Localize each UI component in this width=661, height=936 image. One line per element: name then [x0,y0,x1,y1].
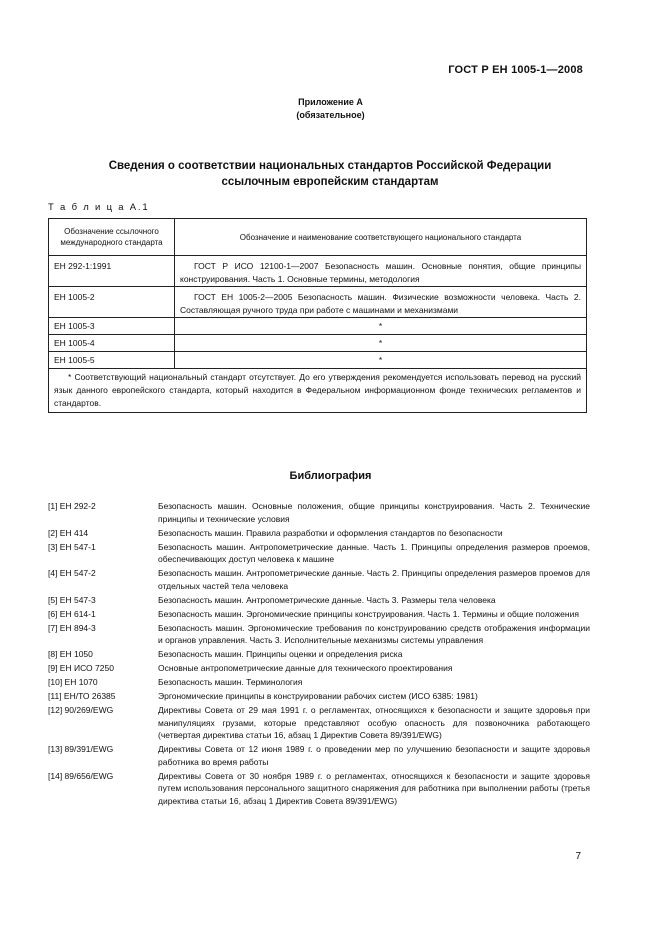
bibliography-entry [48,527,590,540]
bib-ref: [14] 89/656/EWG [48,770,114,781]
table-cell-ref: ЕН 1005-2 [49,287,175,318]
table-cell-national: * [175,318,587,335]
bib-text: Безопасность машин. Антропометрические данные. Часть 1. Принципы определения размеров проемов, обеспечивающих доступ человека к машине [158,541,590,564]
bib-text: Эргономические принципы в конструировании рабочих систем (ИСО 6385: 1981) [158,691,478,701]
bibliography-entry [48,676,590,689]
bib-ref: [7] ЕН 894-3 [48,622,96,633]
bib-ref: [3] ЕН 547-1 [48,541,96,552]
bibliography-entry [48,567,590,592]
bibliography-entry [48,500,590,525]
table-cell-national: * [175,352,587,369]
bibliography-entry [48,622,590,647]
bib-ref: [6] ЕН 614-1 [48,608,96,619]
correspondence-table [48,218,587,413]
bibliography-entry [48,608,590,621]
bib-ref: [1] ЕН 292-2 [48,501,96,511]
table-footnote: * Соответствующий национальный стандарт отсутствует. До его утверждения рекомендуется использовать перевод на русский язык данного европейского стандарта, который находится в Федеральном информационном фонде технических регламентов и стандартов. [49,369,587,413]
bib-text: Безопасность машин. Терминология [158,677,303,687]
bibliography-entry [48,704,590,742]
bib-ref: [4] ЕН 547-2 [48,568,96,578]
table-cell-national: * [175,335,587,352]
appendix-status: (обязательное) [296,110,365,120]
table-row [49,318,587,335]
appendix-title: Приложение А [298,97,363,107]
section-title-line1: Сведения о соответствии национальных стандартов Российской Федерации [108,160,552,172]
table-header-ref: Обозначение ссылочного международного стандарта [49,219,175,256]
table-row [49,256,587,287]
bib-text: Безопасность машин. Основные положения, общие принципы конструирования. Часть 2. Технические принципы и технические условия [158,501,590,524]
bib-ref: [12] 90/269/EWG [48,705,114,715]
bibliography-title: Библиография [289,470,372,482]
table-label: Т а б л и ц а А.1 [48,202,150,213]
bib-ref: [9] ЕН ИСО 7250 [48,663,114,673]
table-cell-ref: ЕН 1005-3 [49,318,175,335]
table-cell-national: ГОСТ ЕН 1005-2—2005 Безопасность машин. Физические возможности человека. Часть 2. Составляющая ручного труда при работе с машинами и механизмами [175,287,587,318]
standard-code-header: ГОСТ Р ЕН 1005-1—2008 [448,64,583,76]
table-cell-ref: ЕН 1005-4 [49,335,175,352]
table-header-national: Обозначение и наименование соответствующего национального стандарта [175,219,587,256]
bib-text: Безопасность машин. Принципы оценки и определения риска [158,649,403,659]
bibliography-entry [48,541,590,566]
section-title-line2: ссылочным европейским стандартам [221,176,439,188]
bib-text: Безопасность машин. Правила разработки и оформления стандартов по безопасности [158,527,503,538]
bib-ref: [8] ЕН 1050 [48,649,93,659]
bib-text: Безопасность машин. Эргономические принципы конструирования. Часть 1. Термины и общие положения [158,608,579,619]
page-number: 7 [575,851,581,862]
bib-text: Безопасность машин. Антропометрические данные. Часть 3. Размеры тела человека [158,594,496,605]
bibliography-entry [48,594,590,607]
bib-text: Директивы Совета от 12 июня 1989 г. о проведении мер по улучшению безопасности и защите здоровья работника во время работы [158,744,590,767]
bib-ref: [13] 89/391/EWG [48,744,114,754]
bib-text: Основные антропометрические данные для технического проектирования [158,663,453,673]
table-cell-ref: ЕН 1005-5 [49,352,175,369]
bib-text: Безопасность машин. Антропометрические данные. Часть 2. Принципы определения размеров проемов для отдельных частей тела человека [158,568,590,591]
bib-ref: [2] ЕН 414 [48,527,89,538]
bibliography-list [48,500,590,809]
bib-ref: [5] ЕН 547-3 [48,594,96,605]
table-row [49,287,587,318]
bib-text: Безопасность машин. Эргономические требования по конструированию средств отображения информации и органов управления. Часть 3. Исполнительные механизмы системы управления [158,622,590,645]
table-row [49,335,587,352]
bib-text: Директивы Совета от 30 ноября 1989 г. о регламентах, относящихся к безопасности и защите здоровья путем использования персонального защитного снаряжения для работника при выполнении работы (третья директива статьи 16, абзац 1 Директив Совета 89/391/EWG) [158,770,590,806]
section-title [60,158,600,190]
table-cell-ref: ЕН 292-1:1991 [49,256,175,287]
table-cell-national: ГОСТ Р ИСО 12100-1—2007 Безопасность машин. Основные понятия, общие принципы конструирования. Часть 1. Основные термины, методология [175,256,587,287]
bibliography-entry [48,690,590,703]
bibliography-entry [48,662,590,675]
bib-ref: [10] ЕН 1070 [48,677,98,687]
table-row [49,352,587,369]
bibliography-entry [48,770,590,808]
bib-ref: [11] ЕН/ТО 26385 [48,691,116,701]
bibliography-entry [48,648,590,661]
bibliography-entry [48,743,590,768]
bib-text: Директивы Совета от 29 мая 1991 г. о регламентах, относящихся к безопасности и защите здоровья при манипуляциях грузами, которые представляют особую опасность для позвоночника работающего (четвертая директива статьи 16, абзац 1 Директив Совета 89/391/EWG) [158,705,590,740]
